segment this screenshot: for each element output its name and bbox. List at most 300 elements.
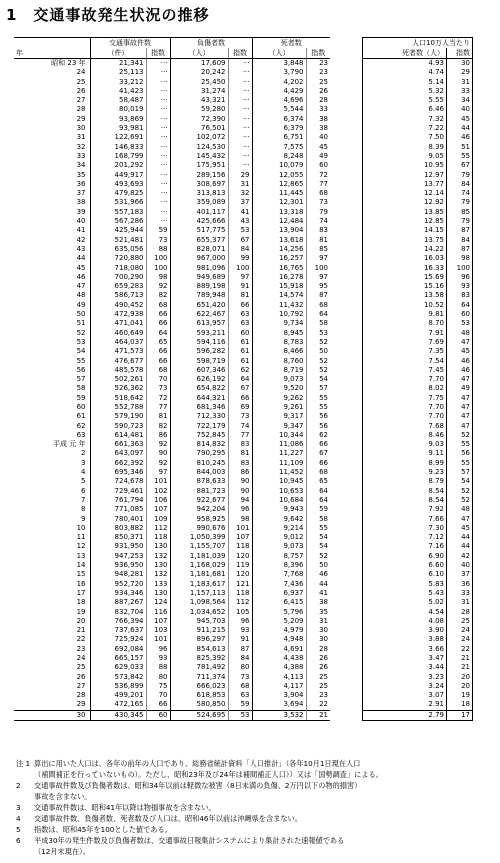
per-capita-deaths-cell: 7.92 (428, 505, 444, 514)
accidents-index-cell: 130 (146, 589, 170, 598)
footnote-text: 指数は、昭和45年を100とした値である。 (34, 825, 172, 834)
table-row (363, 570, 473, 579)
per-capita-index-cell: 46 (447, 133, 473, 142)
table-row (14, 487, 330, 496)
injured-index-cell: ··· (228, 96, 252, 105)
injured-index-cell: 118 (228, 542, 252, 551)
accidents-index-cell: 66 (146, 357, 170, 366)
accidents-cell: 934,346 (90, 589, 146, 598)
deaths-cell: 9,943 (252, 505, 306, 514)
accidents-cell: 485,578 (90, 366, 146, 375)
footnote-text: （補間補正を行っていないもの）。ただし、昭和23年及び24年は補間補正人口））又は「国勢調査」による。 (34, 770, 383, 779)
table-row (14, 533, 330, 542)
footnote-line (16, 835, 492, 846)
accidents-index-cell: 64 (146, 329, 170, 338)
accidents-index-cell: 80 (146, 673, 170, 682)
deaths-cell: 8,760 (252, 357, 306, 366)
injured-index-cell: 74 (228, 422, 252, 431)
footnote-text: 平成30年の発生件数及び負傷者数は、交通事故日報集計システムにより集計された速報値である (34, 836, 345, 845)
table-row (14, 449, 330, 458)
per-capita-index-cell: 44 (447, 542, 473, 551)
injured-index-cell: 94 (228, 496, 252, 505)
accidents-index-cell: 88 (146, 245, 170, 254)
per-capita-deaths-cell: 9.11 (428, 449, 444, 458)
table-row (14, 273, 330, 282)
accidents-index-cell: 90 (146, 449, 170, 458)
per-capita-index-cell: 40 (447, 105, 473, 114)
accidents-index-cell: ··· (146, 96, 170, 105)
injured-index-cell: 66 (228, 394, 252, 403)
deaths-cell: 14,256 (252, 245, 306, 254)
deaths-index-cell: 97 (306, 273, 330, 282)
deaths-index-cell: 49 (306, 152, 330, 161)
per-capita-deaths-cell: 4.54 (428, 607, 444, 616)
accidents-cell: 700,290 (90, 273, 146, 282)
table-row (14, 663, 330, 672)
per-capita-deaths-cell: 16.03 (423, 254, 444, 263)
year-cell: 53 (76, 337, 86, 346)
year-cell: 27 (76, 681, 86, 690)
per-capita-index-cell: 74 (447, 189, 473, 198)
deaths-cell: 16,765 (252, 264, 306, 273)
year-cell: 15 (76, 570, 86, 579)
injured-cell: 145,432 (170, 152, 228, 161)
injured-cell: 711,374 (170, 673, 228, 682)
deaths-cell: 10,079 (252, 161, 306, 170)
accidents-cell: 692,084 (90, 645, 146, 654)
accidents-index-cell: 116 (146, 608, 170, 617)
per-capita-index-cell: 44 (447, 533, 473, 542)
year-cell: 23 (76, 644, 86, 653)
deaths-index-cell: 81 (306, 236, 330, 245)
deaths-index-cell: 65 (306, 477, 330, 486)
per-capita-deaths-cell: 13.58 (423, 291, 444, 300)
accidents-cell: 850,371 (90, 533, 146, 542)
deaths-cell: 7,436 (252, 580, 306, 589)
per-capita-index-cell: 64 (447, 301, 473, 310)
injured-cell: 1,050,399 (170, 533, 228, 542)
accidents-cell: 629,033 (90, 663, 146, 672)
accidents-cell: 449,917 (90, 171, 146, 180)
accidents-index-cell: 97 (146, 468, 170, 477)
deaths-index-cell: 52 (306, 366, 330, 375)
injured-index-cell: ··· (228, 133, 252, 142)
year-cell: 24 (76, 654, 86, 662)
deaths-index-cell: 52 (306, 357, 330, 366)
accidents-cell: 761,794 (90, 496, 146, 505)
per-capita-deaths-cell: 3.47 (428, 654, 444, 662)
injured-unit: （人） (170, 48, 228, 59)
footnote-number (16, 791, 34, 802)
deaths-index-cell: 58 (306, 319, 330, 328)
traffic-accident-table (14, 37, 330, 721)
deaths-index-header: 指数 (306, 48, 330, 59)
per-capita-index-cell: 100 (447, 264, 473, 273)
injured-cell: 825,392 (170, 654, 228, 663)
injured-index-cell: ··· (228, 143, 252, 152)
table-row (363, 542, 473, 551)
accidents-index-cell: ··· (146, 180, 170, 189)
table-row (14, 412, 330, 421)
table-row (14, 217, 330, 226)
table-row (14, 394, 330, 403)
table-row (14, 431, 330, 440)
deaths-cell: 3,694 (252, 700, 306, 710)
injured-cell: 1,183,617 (170, 580, 228, 589)
table-row (14, 384, 330, 393)
deaths-index-cell: 23 (306, 68, 330, 77)
year-cell: 平成 元 年 (53, 440, 86, 449)
injured-index-cell: 81 (228, 291, 252, 300)
accidents-cell: 526,362 (90, 384, 146, 393)
accidents-cell: 464,037 (90, 338, 146, 347)
table-row (363, 254, 473, 263)
deaths-cell: 11,109 (252, 459, 306, 468)
deaths-cell: 5,209 (252, 617, 306, 626)
injured-cell: 896,297 (170, 635, 228, 644)
year-cell: 61 (76, 412, 86, 421)
year-cell: 10 (76, 523, 86, 532)
per-capita-deaths-cell: 5.14 (428, 77, 444, 86)
accidents-index-cell: 132 (146, 552, 170, 561)
per-capita-index-cell: 34 (447, 96, 473, 105)
per-capita-deaths-cell: 3.07 (428, 691, 444, 700)
accidents-index-cell: 96 (146, 645, 170, 654)
year-cell: 17 (76, 588, 86, 597)
accidents-index-cell: 70 (146, 375, 170, 384)
footnote-line (16, 846, 492, 857)
deaths-cell: 8,757 (252, 552, 306, 561)
deaths-index-cell: 95 (306, 282, 330, 291)
injured-index-cell: 84 (228, 654, 252, 663)
year-cell: 43 (76, 244, 86, 253)
year-cell: 28 (76, 691, 86, 700)
table-row (363, 189, 473, 198)
accidents-index-cell: 88 (146, 663, 170, 672)
injured-index-cell: 37 (228, 198, 252, 207)
year-cell: 57 (76, 375, 86, 384)
table-row (363, 357, 473, 366)
per-capita-deaths-cell: 7.12 (428, 533, 444, 542)
accidents-index-cell: ··· (146, 152, 170, 161)
deaths-cell: 10,792 (252, 310, 306, 319)
deaths-index-cell: 50 (306, 347, 330, 356)
per-capita-deaths-cell: 8.46 (428, 430, 444, 439)
deaths-cell: 11,227 (252, 449, 306, 458)
per-capita-index-cell: 20 (447, 682, 473, 691)
injured-cell: 622,467 (170, 310, 228, 319)
table-row (363, 180, 473, 189)
per-capita-deaths-cell: 8.54 (428, 495, 444, 504)
injured-index-cell: 121 (228, 580, 252, 589)
year-cell: 55 (76, 356, 86, 365)
table-row (363, 496, 473, 505)
deaths-cell: 15,918 (252, 282, 306, 291)
per-capita-deaths-cell: 9.23 (428, 468, 444, 477)
per-capita-index-cell: 47 (447, 515, 473, 524)
deaths-cell: 4,948 (252, 635, 306, 644)
per-capita-index-cell: 20 (447, 673, 473, 682)
per-capita-index-cell: 42 (447, 552, 473, 561)
table-row (363, 208, 473, 217)
table-row (14, 180, 330, 189)
accidents-cell: 425,944 (90, 226, 146, 235)
per-capita-index-cell: 52 (447, 496, 473, 505)
table-row (363, 422, 473, 431)
injured-cell: 17,609 (170, 59, 228, 69)
injured-index-cell: 43 (228, 217, 252, 226)
per-capita-index-cell: 47 (447, 375, 473, 384)
accidents-cell: 552,788 (90, 403, 146, 412)
deaths-index-cell: 85 (306, 245, 330, 254)
per-capita-deaths-cell: 9.81 (428, 310, 444, 319)
accidents-cell: 493,693 (90, 180, 146, 189)
year-cell: 51 (76, 319, 86, 328)
accidents-index-cell: ··· (146, 87, 170, 96)
per-capita-index-cell: 21 (447, 654, 473, 663)
table-row (363, 291, 473, 300)
per-capita-index-cell: 22 (447, 645, 473, 654)
deaths-index-cell: 68 (306, 189, 330, 198)
injured-cell: 1,034,652 (170, 608, 228, 617)
year-cell: 30 (76, 124, 86, 133)
deaths-cell: 13,318 (252, 208, 306, 217)
year-cell: 54 (76, 347, 86, 356)
deaths-index-cell: 58 (306, 515, 330, 524)
per-capita-index-cell: 67 (447, 161, 473, 170)
table-row (363, 626, 473, 635)
deaths-index-cell: 22 (306, 700, 330, 710)
deaths-index-cell: 66 (306, 459, 330, 468)
accidents-cell: 479,825 (90, 189, 146, 198)
deaths-cell: 11,432 (252, 301, 306, 310)
year-cell: 63 (76, 430, 86, 439)
per-capita-deaths-cell: 8.02 (428, 384, 444, 393)
accidents-cell: 557,183 (90, 208, 146, 217)
table-row (363, 217, 473, 226)
accidents-cell: 201,292 (90, 161, 146, 170)
table-row (363, 617, 473, 626)
table-row (363, 645, 473, 654)
injured-index-cell: 90 (228, 487, 252, 496)
deaths-index-cell: 57 (306, 384, 330, 393)
year-cell: 9 (81, 514, 86, 523)
per-capita-index-cell: 55 (447, 459, 473, 468)
accidents-cell: 725,924 (90, 635, 146, 644)
deaths-unit: （人） (252, 48, 306, 59)
accidents-index-cell: 132 (146, 570, 170, 579)
deaths-cell: 6,751 (252, 133, 306, 142)
accidents-cell: 531,966 (90, 198, 146, 207)
injured-cell: 990,676 (170, 524, 228, 533)
injured-cell: 810,245 (170, 459, 228, 468)
table-row (14, 301, 330, 310)
deaths-index-cell: 33 (306, 105, 330, 114)
accidents-index-cell: ··· (146, 133, 170, 142)
per-capita-deaths-cell: 5.55 (428, 96, 444, 105)
accidents-cell: 635,056 (90, 245, 146, 254)
table-row (363, 403, 473, 412)
deaths-cell: 6,415 (252, 598, 306, 607)
footnote-number (16, 769, 34, 780)
accidents-index-cell: 66 (146, 700, 170, 710)
per-capita-deaths-cell: 5.32 (428, 86, 444, 95)
per-capita-deaths-cell: 6.10 (428, 570, 444, 579)
table-row (14, 515, 330, 524)
deaths-cell: 9,214 (252, 524, 306, 533)
per-capita-index-cell: 45 (447, 524, 473, 533)
deaths-index-cell: 97 (306, 254, 330, 263)
table-row (363, 515, 473, 524)
table-row (363, 152, 473, 161)
year-cell: 26 (76, 672, 86, 681)
injured-index-cell: 69 (228, 403, 252, 412)
injured-cell: 43,321 (170, 96, 228, 105)
table-row (363, 143, 473, 152)
accidents-index-cell: 82 (146, 422, 170, 431)
accidents-index-cell: 82 (146, 291, 170, 300)
accidents-index-cell: 106 (146, 496, 170, 505)
table-row (14, 161, 330, 170)
table-row (14, 682, 330, 691)
injured-cell: 681,346 (170, 403, 228, 412)
injured-cell: 1,157,113 (170, 589, 228, 598)
accidents-index-cell: 130 (146, 542, 170, 551)
accidents-index-cell: 73 (146, 384, 170, 393)
accidents-cell: 476,677 (90, 357, 146, 366)
injured-index-cell: 119 (228, 561, 252, 570)
accidents-cell: 724,678 (90, 477, 146, 486)
injured-index-cell: 105 (228, 608, 252, 617)
deaths-index-cell: 59 (306, 505, 330, 514)
table-row (14, 264, 330, 273)
year-cell: 25 (76, 77, 86, 86)
per-capita-deaths-cell: 7.32 (428, 114, 444, 123)
table-row (14, 542, 330, 551)
per-capita-index-cell: 56 (447, 449, 473, 458)
per-capita-index-cell: 87 (447, 226, 473, 235)
injured-cell: 889,198 (170, 282, 228, 291)
year-cell: 昭和 23 年 (51, 59, 86, 67)
injured-cell: 580,850 (170, 700, 228, 710)
deaths-cell: 4,691 (252, 645, 306, 654)
injured-cell: 31,274 (170, 87, 228, 96)
table-row (363, 431, 473, 440)
accidents-cell: 430,345 (90, 710, 146, 720)
accidents-cell: 643,097 (90, 449, 146, 458)
injured-index-cell: 66 (228, 301, 252, 310)
accidents-cell: 771,085 (90, 505, 146, 514)
per-capita-index-cell: 47 (447, 403, 473, 412)
deaths-index-cell: 30 (306, 626, 330, 635)
deaths-index-cell: 74 (306, 217, 330, 226)
injured-index-cell: 118 (228, 589, 252, 598)
accidents-index-cell: 66 (146, 319, 170, 328)
injured-cell: 949,689 (170, 273, 228, 282)
injured-cell: 1,098,564 (170, 598, 228, 607)
per-capita-deaths-cell: 8.39 (428, 142, 444, 151)
table-row (14, 87, 330, 96)
per-capita-index-cell: 79 (447, 171, 473, 180)
year-cell: 37 (76, 189, 86, 198)
per-capita-deaths-cell: 6.46 (428, 105, 444, 114)
deaths-index-cell: 38 (306, 124, 330, 133)
per-capita-deaths-cell: 8.54 (428, 486, 444, 495)
per-capita-index-cell: 52 (447, 487, 473, 496)
table-row (14, 691, 330, 700)
accidents-index-cell: 130 (146, 561, 170, 570)
deaths-index-cell: 21 (306, 710, 330, 720)
injured-cell: 20,242 (170, 68, 228, 77)
accidents-cell: 665,157 (90, 654, 146, 663)
accidents-cell: 936,950 (90, 561, 146, 570)
injured-index-cell: ··· (228, 124, 252, 133)
accidents-cell: 168,799 (90, 152, 146, 161)
table-row (363, 226, 473, 235)
deaths-cell: 12,055 (252, 171, 306, 180)
accidents-index-cell: ··· (146, 189, 170, 198)
deaths-cell: 13,904 (252, 226, 306, 235)
footnote-line (16, 813, 492, 824)
table-row (14, 78, 330, 87)
injured-cell: 76,501 (170, 124, 228, 133)
accidents-unit: （件） (90, 48, 146, 59)
accidents-index-cell: 103 (146, 626, 170, 635)
deaths-cell: 6,379 (252, 124, 306, 133)
deaths-cell: 6,374 (252, 115, 306, 124)
injured-index-cell: ··· (228, 105, 252, 114)
year-cell: 3 (81, 458, 86, 467)
per-capita-index-cell: 28 (447, 608, 473, 617)
accidents-cell: 58,487 (90, 96, 146, 105)
deaths-index-cell: 64 (306, 310, 330, 319)
deaths-index-cell: 83 (306, 226, 330, 235)
table-row (14, 375, 330, 384)
table-row (14, 440, 330, 449)
table-row (14, 459, 330, 468)
per-capita-index-cell: 45 (447, 347, 473, 356)
table-row (14, 208, 330, 217)
per-capita-index-cell: 55 (447, 152, 473, 161)
table-row (14, 189, 330, 198)
per-capita-deaths-cell: 3.44 (428, 663, 444, 672)
injured-index-cell: 31 (228, 180, 252, 189)
per-capita-index-cell: 46 (447, 357, 473, 366)
deaths-index-cell: 40 (306, 133, 330, 142)
accidents-index-cell: ··· (146, 161, 170, 170)
footnote-text: 交通事故件数は、昭和41年以降は物損事故を含まない。 (34, 803, 216, 812)
per-capita-deaths-header: 死者数（人） (363, 48, 447, 59)
table-row (14, 468, 330, 477)
table-row (363, 394, 473, 403)
injured-cell: 844,003 (170, 468, 228, 477)
injured-cell: 1,181,681 (170, 570, 228, 579)
deaths-cell: 12,865 (252, 180, 306, 189)
per-capita-index-cell: 19 (447, 691, 473, 700)
accidents-index-cell: ··· (146, 68, 170, 77)
footnote-number: 3 (16, 803, 21, 812)
injured-index-cell: 62 (228, 366, 252, 375)
deaths-index-cell: 79 (306, 208, 330, 217)
injured-cell: 922,677 (170, 496, 228, 505)
table-row (14, 282, 330, 291)
deaths-cell: 3,904 (252, 691, 306, 700)
per-capita-deaths-cell: 5.83 (428, 579, 444, 588)
accidents-cell: 586,713 (90, 291, 146, 300)
footnote-text: （12月末現在）。 (34, 847, 90, 856)
injured-index-cell: 120 (228, 552, 252, 561)
year-cell: 13 (76, 551, 86, 560)
